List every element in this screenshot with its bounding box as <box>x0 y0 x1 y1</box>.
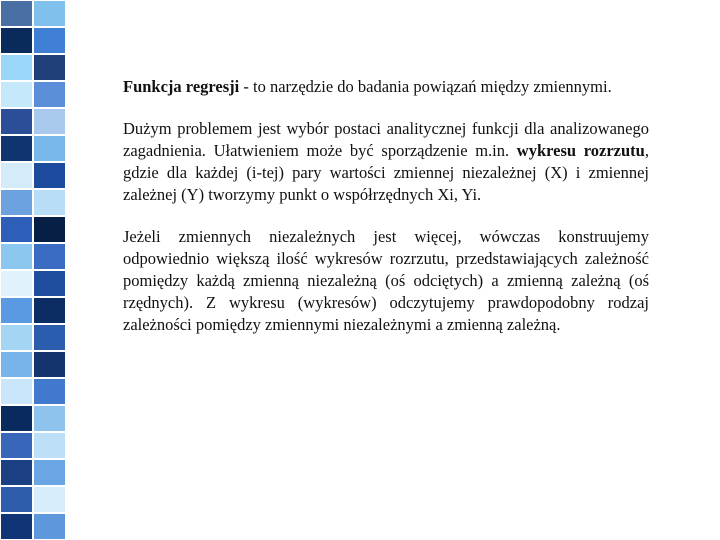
mosaic-tile <box>0 324 33 351</box>
mosaic-tile <box>33 27 66 54</box>
mosaic-tile <box>0 162 33 189</box>
mosaic-tile <box>33 297 66 324</box>
mosaic-tile <box>33 324 66 351</box>
mosaic-tile <box>0 108 33 135</box>
mosaic-tile <box>33 513 66 540</box>
paragraph-regression-definition <box>123 76 649 98</box>
mosaic-tile <box>33 0 66 27</box>
mosaic-tile <box>33 54 66 81</box>
mosaic-tile <box>0 189 33 216</box>
mosaic-tile <box>0 513 33 540</box>
regression-definition-text: - to narzędzie do badania powiązań między zmiennymi. <box>239 77 612 96</box>
mosaic-tile <box>0 216 33 243</box>
mosaic-tile <box>0 81 33 108</box>
mosaic-tile <box>0 27 33 54</box>
mosaic-tile <box>33 189 66 216</box>
mosaic-tile <box>33 405 66 432</box>
mosaic-tile <box>0 405 33 432</box>
paragraph-multiple-variables: Jeżeli zmiennych niezależnych jest więcej, wówczas konstruujemy odpowiednio większą ilość wykresów rozrzutu, przedstawiających zależność pomiędzy każdą zmienną niezależną (oś odciętych) a zmienną zależną (oś rzędnych). Z wykresu (wykresów) odczytujemy prawdopodobny rodzaj zależności pomiędzy zmiennymi niezależnymi a zmienną zależną. <box>123 227 649 334</box>
mosaic-tile <box>33 108 66 135</box>
mosaic-tile <box>0 378 33 405</box>
slide-body <box>123 76 649 356</box>
mosaic-tile <box>33 459 66 486</box>
mosaic-tile <box>33 270 66 297</box>
mosaic-tile <box>33 351 66 378</box>
mosaic-tile <box>0 432 33 459</box>
mosaic-tile <box>33 432 66 459</box>
mosaic-tile <box>33 216 66 243</box>
mosaic-tile <box>0 270 33 297</box>
scatter-description-text: , gdzie dla każdej (i-tej) pary wartości zmiennej niezależnej (X) i zmiennej zależnej (Y) tworzymy punkt o współrzędnych Xi, Yi. <box>123 141 649 204</box>
mosaic-tile <box>33 135 66 162</box>
mosaic-tile <box>0 459 33 486</box>
mosaic-tile <box>0 297 33 324</box>
mosaic-tile <box>33 162 66 189</box>
mosaic-tile <box>0 243 33 270</box>
mosaic-tile <box>33 243 66 270</box>
mosaic-tile <box>33 486 66 513</box>
mosaic-tile <box>0 486 33 513</box>
term-regression-function: Funkcja regresji <box>123 77 240 96</box>
mosaic-tile <box>33 81 66 108</box>
scatter-intro-text: Dużym problemem jest wybór postaci analitycznej funkcji dla analizowanego zagadnienia. Ułatwieniem może być sporządzenie m.in. <box>123 119 649 160</box>
mosaic-tile <box>33 378 66 405</box>
decorative-mosaic-stripe <box>0 0 66 540</box>
mosaic-tile <box>0 135 33 162</box>
mosaic-tile <box>0 351 33 378</box>
paragraph-scatter-plot <box>123 118 649 206</box>
mosaic-tile <box>0 0 33 27</box>
term-scatter-plot: wykresu rozrzutu <box>516 141 645 160</box>
mosaic-tile <box>0 54 33 81</box>
